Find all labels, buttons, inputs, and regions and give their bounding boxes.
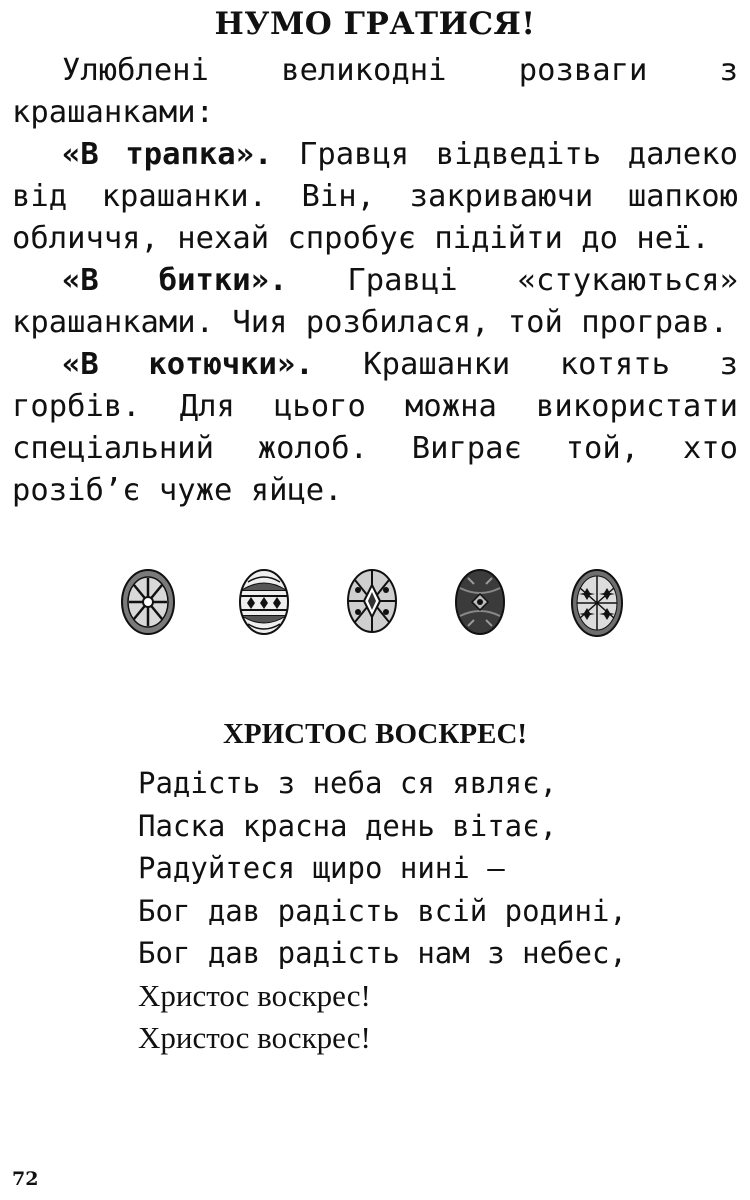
game-trapka-text: Гравця відведіть далеко від крашанки. Він, закриваючи шапкою обличчя, нехай спробує підійти до неї. [12, 137, 738, 256]
pysanka-star-icon [570, 568, 624, 638]
game-bytky-name: «В битки». [62, 263, 288, 298]
pysanka-rosette-icon [120, 568, 176, 636]
intro-paragraph: Улюблені великодні розваги з крашанками: [12, 53, 738, 130]
game-kotiuchky-name: «В котючки». [62, 347, 314, 382]
pysanka-dark-icon [454, 568, 506, 636]
pysanka-band-icon [238, 568, 290, 636]
pysanka-cross-icon [346, 568, 398, 634]
game-bytky-paragraph [12, 260, 738, 344]
poem-line: Христос воскрес! [138, 1020, 371, 1055]
poem-line: Радість з неба ся являє, [138, 766, 558, 800]
poem-line: Бог дав радість всій родині, [138, 893, 627, 928]
game-trapka-paragraph [12, 134, 738, 260]
poem-title: ХРИСТОС ВОСКРЕС! [222, 718, 528, 750]
games-text [12, 50, 738, 512]
easter-eggs-row [0, 568, 750, 638]
game-bytky-text: Гравці «стукаються» крашанками. Чия розбилася, той програв. [12, 263, 738, 340]
page-number: 72 [12, 1168, 39, 1190]
poem-body [138, 762, 627, 1060]
game-trapka-name: «В трапка». [62, 137, 273, 172]
game-kotiuchky-text: Крашанки котять з горбів. Для цього можна використати спеціальний жолоб. Виграє той, хто розіб’є чуже яйце. [12, 347, 738, 508]
game-kotiuchky-paragraph [12, 344, 738, 512]
poem-line: Христос воскрес! [138, 977, 371, 1013]
section-title: НУМО ГРАТИСЯ! [214, 6, 536, 42]
poem-line: Радуйтеся щиро нині — [138, 851, 505, 885]
poem-line: Паска красна день вітає, [138, 808, 558, 843]
poem-line: Бог дав радість нам з небес, [138, 936, 627, 970]
